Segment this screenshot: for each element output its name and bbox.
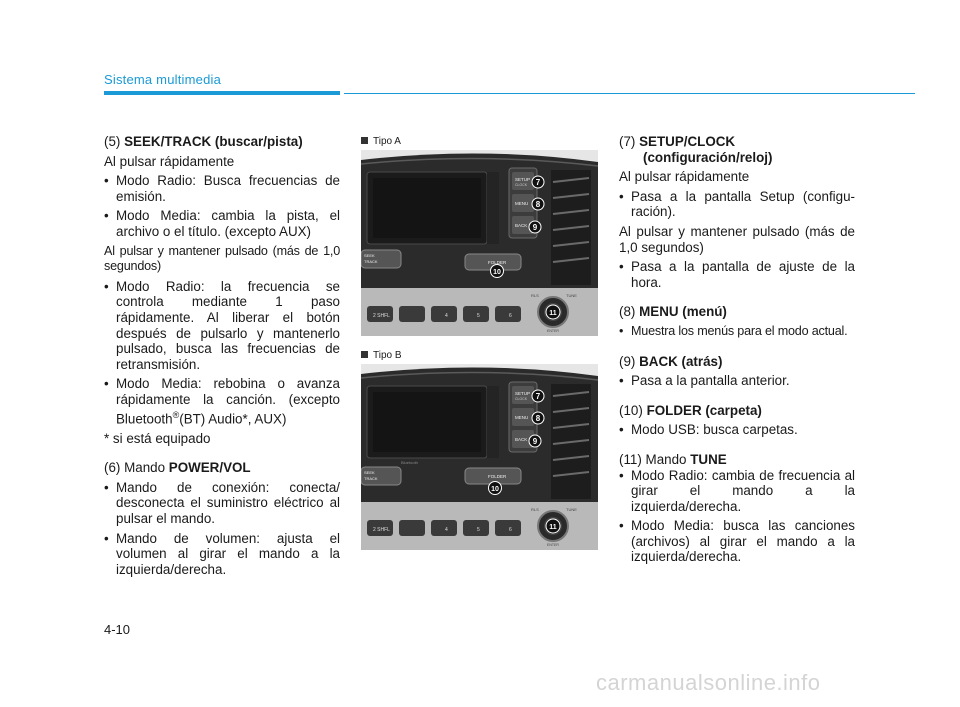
callout-7-b: 7: [535, 392, 541, 401]
clock-button-label-b: CLOCK: [515, 397, 528, 401]
section-7-sub1: Al pulsar rápidamente: [619, 169, 750, 185]
figure-type-a: [361, 150, 598, 336]
figure-type-b: [361, 364, 598, 550]
preset-2-label-b: 2 SHFL: [373, 527, 390, 533]
section-title: Sistema multimedia: [104, 72, 222, 87]
section-7-bullet-2: • Pasa a la pantalla de ajuste de la hora.: [619, 259, 855, 290]
section-6-bullet-1: • Mando de conexión: conecta/ desconecta el suministro eléctrico al pulsar el mando.: [104, 480, 340, 527]
seek-button-label: SEEK: [364, 253, 375, 258]
setup-button-label: SETUP: [515, 177, 531, 182]
left-column: [104, 134, 340, 581]
section-5-sub1: Al pulsar rápidamente: [104, 153, 235, 169]
section-5-sub2: Al pulsar y mantener pulsado (más de 1,0 segundos): [104, 243, 340, 274]
section-6-bullet-2: • Mando de volumen: ajusta el volumen al girar el mando a la izquierda/derecha.: [104, 531, 340, 578]
header-rule-thick: [104, 91, 340, 95]
section-11-heading: (11) Mando TUNE: [619, 451, 727, 467]
callout-11: 11: [549, 310, 557, 317]
right-column: [619, 134, 855, 569]
header-rule-thin: [344, 93, 915, 94]
section-9-bullet-1: • Pasa a la pantalla anterior.: [619, 373, 855, 389]
section-7-sub2: Al pulsar y mantener pulsado (más de 1,0 segundos): [619, 223, 855, 255]
preset-5-label-b: 5: [477, 527, 480, 533]
bluetooth-mark: Bluetooth: [401, 460, 418, 465]
setup-button-label-b: SETUP: [515, 391, 531, 396]
section-9-heading: (9) BACK (atrás): [619, 353, 723, 369]
preset-5-label: 5: [477, 313, 480, 319]
figure-b-label: Tipo B: [361, 350, 402, 361]
section-5-bullet-1: • Modo Radio: Busca frecuencias de emisión.: [104, 173, 340, 204]
section-5-bullet-3: • Modo Radio: la frecuencia se controla mediante 1 paso rápidamente. Al liberar el botón después de pulsarlo y mantenerlo pulsado, busca las frecuencias de retransmisión.: [104, 279, 340, 373]
section-6-heading: (6) Mando POWER/VOL: [104, 460, 251, 476]
back-button-label: BACK: [515, 223, 528, 228]
callout-9: 9: [532, 223, 538, 232]
preset-6-label-b: 6: [509, 527, 512, 533]
section-10-heading: (10) FOLDER (carpeta): [619, 402, 762, 418]
section-7-heading-2: (configuración/reloj): [643, 149, 773, 165]
section-5-bullet-2: • Modo Media: cambia la pista, el archivo o el título. (excepto AUX): [104, 208, 340, 239]
track-button-label: TRACK: [364, 259, 378, 264]
folder-button-label: FOLDER: [488, 260, 507, 265]
knob-label-tune-b: TUNE: [566, 507, 577, 512]
section-7-heading: (7) SETUP/CLOCK: [619, 134, 736, 149]
watermark: carmanualsonline.info: [596, 670, 821, 695]
preset-6-label: 6: [509, 313, 512, 319]
footnote: * si está equipado: [104, 430, 211, 446]
callout-7: 7: [535, 178, 541, 187]
knob-label-rls-b: RLS: [531, 507, 539, 512]
knob-label-rls: RLS: [531, 293, 539, 298]
section-5-heading: (5) SEEK/TRACK (buscar/pista): [104, 134, 303, 149]
track-button-label-b: TRACK: [364, 476, 378, 481]
section-11-bullet-2: • Modo Media: busca las canciones (archivos) al girar el mando a la izquierda/derecha.: [619, 518, 855, 565]
knob-label-enter: ENTER: [547, 329, 559, 333]
callout-11-b: 11: [549, 524, 557, 531]
section-8-heading: (8) MENU (menú): [619, 304, 727, 320]
seek-button-label-b: SEEK: [364, 470, 375, 475]
menu-button-label-b: MENU: [515, 415, 529, 420]
callout-10: 10: [493, 269, 501, 276]
knob-label-enter-b: ENTER: [547, 543, 559, 547]
section-5-bullet-4: • Modo Media: rebobina o avanza rápidamente la canción. (excepto Bluetooth®(BT) Audio*, AUX): [104, 376, 340, 426]
section-7-bullet-1: • Pasa a la pantalla Setup (configu-ración).: [619, 189, 855, 220]
page-number: 4-10: [104, 622, 131, 637]
callout-8: 8: [535, 200, 541, 209]
preset-4-label: 4: [445, 313, 448, 319]
callout-9-b: 9: [532, 437, 538, 446]
preset-2-label: 2 SHFL: [373, 313, 390, 319]
menu-button-label: MENU: [515, 201, 529, 206]
knob-label-tune: TUNE: [566, 293, 577, 298]
callout-10-b: 10: [491, 486, 499, 493]
clock-button-label: CLOCK: [515, 183, 528, 187]
preset-4-label-b: 4: [445, 527, 448, 533]
section-11-bullet-1: • Modo Radio: cambia de frecuencia al girar el mando a la izquierda/derecha.: [619, 468, 855, 515]
section-10-bullet-1: • Modo USB: busca carpetas.: [619, 422, 855, 438]
section-8-bullet-1: • Muestra los menús para el modo actual.: [619, 324, 855, 340]
figure-a-label: Tipo A: [361, 136, 401, 147]
callout-8-b: 8: [535, 414, 541, 423]
folder-button-label-b: FOLDER: [488, 474, 507, 479]
back-button-label-b: BACK: [515, 437, 528, 442]
